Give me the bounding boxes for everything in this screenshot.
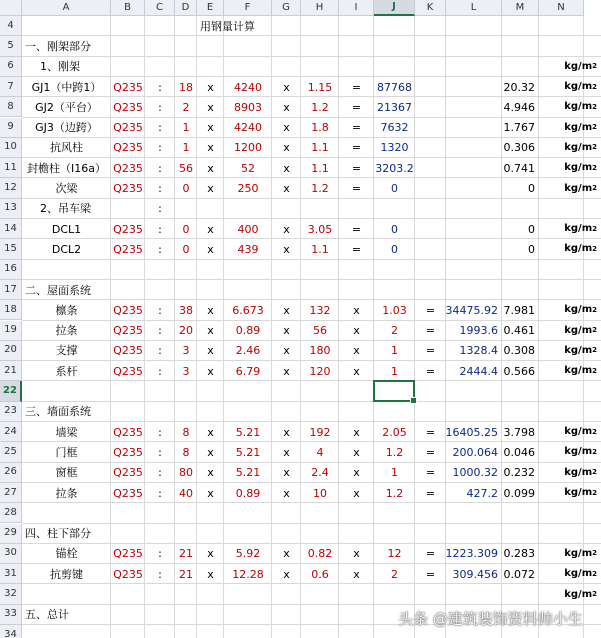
unit-label-20[interactable]: kg/m 2 <box>564 344 597 356</box>
cell-A10[interactable]: 抗风柱 <box>50 141 83 155</box>
cell-C11[interactable]: : <box>158 161 162 175</box>
cell-J27[interactable]: 1.2 <box>385 486 404 500</box>
cell-M7[interactable]: 20.32 <box>503 80 535 94</box>
unit-label-18[interactable]: kg/m 2 <box>564 304 597 316</box>
row-header-25[interactable]: 25 <box>0 442 22 462</box>
cell-J8[interactable]: 21367 <box>377 100 412 114</box>
cell-K19[interactable]: = <box>425 324 436 338</box>
cell-M8[interactable]: 4.946 <box>503 100 535 114</box>
cell-I27[interactable]: x <box>353 486 360 500</box>
cell-J7[interactable]: 87768 <box>377 80 412 94</box>
cell-B20[interactable]: Q235 <box>113 344 143 358</box>
column-header-N[interactable]: N <box>539 0 584 16</box>
cell-H15[interactable]: 1.1 <box>311 242 329 256</box>
cell-B14[interactable]: Q235 <box>113 222 143 236</box>
cell-A14[interactable]: DCL1 <box>51 222 82 236</box>
cell-C12[interactable]: : <box>158 182 162 196</box>
cell-M20[interactable]: 0.308 <box>503 344 535 358</box>
cell-G12[interactable]: x <box>283 182 290 196</box>
cell-A26[interactable]: 窗框 <box>55 466 78 480</box>
cell-J10[interactable]: 1320 <box>380 141 409 155</box>
row-header-5[interactable]: 5 <box>0 36 22 56</box>
cell-J31[interactable]: 2 <box>391 567 398 581</box>
cell-B26[interactable]: Q235 <box>113 466 143 480</box>
cell-J20[interactable]: 1 <box>391 344 398 358</box>
unit-label-32[interactable]: kg/m 2 <box>564 588 597 600</box>
unit-label-14[interactable]: kg/m 2 <box>564 223 597 235</box>
cell-D30[interactable]: 21 <box>179 547 193 561</box>
cell-C7[interactable]: : <box>158 80 162 94</box>
cell-I25[interactable]: x <box>353 445 360 459</box>
cell-A15[interactable]: DCL2 <box>51 242 82 256</box>
cell-E20[interactable]: x <box>207 344 214 358</box>
cell-C31[interactable]: : <box>158 567 162 581</box>
cell-D21[interactable]: 3 <box>182 364 190 378</box>
cell-K30[interactable]: = <box>425 547 436 561</box>
cell-E21[interactable]: x <box>207 364 214 378</box>
row-header-26[interactable]: 26 <box>0 463 22 483</box>
cell-H11[interactable]: 1.1 <box>311 161 329 175</box>
cell-I19[interactable]: x <box>353 324 360 338</box>
row-header-31[interactable]: 31 <box>0 564 22 584</box>
row-header-14[interactable]: 14 <box>0 219 22 239</box>
cell-C18[interactable]: : <box>158 303 162 317</box>
cell-E19[interactable]: x <box>207 324 214 338</box>
cell-H25[interactable]: 4 <box>316 445 324 459</box>
cell-I26[interactable]: x <box>353 466 360 480</box>
row-header-13[interactable]: 13 <box>0 199 22 219</box>
row-header-18[interactable]: 18 <box>0 300 22 320</box>
cell-D15[interactable]: 0 <box>182 242 190 256</box>
cell-J30[interactable]: 12 <box>387 547 402 561</box>
cell-K24[interactable]: = <box>425 425 436 439</box>
cell-A5[interactable]: 一、刚架部分 <box>25 39 91 53</box>
cell-A12[interactable]: 次梁 <box>55 182 78 196</box>
cell-F7[interactable]: 4240 <box>234 80 262 94</box>
cell-C24[interactable]: : <box>158 425 162 439</box>
cell-A18[interactable]: 檩条 <box>55 303 78 317</box>
cell-G21[interactable]: x <box>283 364 290 378</box>
cell-J12[interactable]: 0 <box>391 182 398 196</box>
cell-M26[interactable]: 0.232 <box>503 466 535 480</box>
unit-label-9[interactable]: kg/m 2 <box>564 121 597 133</box>
cell-A20[interactable]: 支撑 <box>55 344 78 358</box>
unit-label-24[interactable]: kg/m 2 <box>564 426 597 438</box>
cell-E12[interactable]: x <box>207 182 214 196</box>
cell-B12[interactable]: Q235 <box>113 182 143 196</box>
cell-F15[interactable]: 439 <box>237 242 259 256</box>
row-header-30[interactable]: 30 <box>0 544 22 564</box>
unit-label-7[interactable]: kg/m 2 <box>564 81 597 93</box>
cell-D24[interactable]: 8 <box>182 425 190 439</box>
cell-E30[interactable]: x <box>207 547 214 561</box>
cell-F30[interactable]: 5.92 <box>235 547 261 561</box>
cell-B18[interactable]: Q235 <box>113 303 143 317</box>
cell-K31[interactable]: = <box>425 567 436 581</box>
cell-I21[interactable]: x <box>353 364 360 378</box>
unit-label-11[interactable]: kg/m 2 <box>564 162 597 174</box>
cell-M31[interactable]: 0.072 <box>503 567 535 581</box>
cell-B9[interactable]: Q235 <box>113 121 143 135</box>
cell-J18[interactable]: 1.03 <box>382 303 407 317</box>
cell-I31[interactable]: x <box>353 567 360 581</box>
cell-C14[interactable]: : <box>158 222 162 236</box>
cell-F14[interactable]: 400 <box>237 222 259 236</box>
cell-D8[interactable]: 2 <box>182 100 190 114</box>
cell-A25[interactable]: 门框 <box>55 445 78 459</box>
cell-H21[interactable]: 120 <box>309 364 331 378</box>
cell-C10[interactable]: : <box>158 141 162 155</box>
cell-L21[interactable]: 2444.4 <box>459 364 498 378</box>
row-header-12[interactable]: 12 <box>0 178 22 198</box>
cell-H30[interactable]: 0.82 <box>307 547 333 561</box>
cell-G19[interactable]: x <box>283 324 290 338</box>
cell-D9[interactable]: 1 <box>182 121 190 135</box>
cell-K27[interactable]: = <box>425 486 436 500</box>
row-header-17[interactable]: 17 <box>0 280 22 300</box>
cell-M21[interactable]: 0.566 <box>503 364 535 378</box>
cell-D31[interactable]: 21 <box>179 567 193 581</box>
cell-C13[interactable]: : <box>158 202 162 216</box>
cell-G7[interactable]: x <box>283 80 290 94</box>
cell-L30[interactable]: 1223.309 <box>445 547 498 561</box>
unit-label-10[interactable]: kg/m 2 <box>564 141 597 153</box>
cell-M10[interactable]: 0.306 <box>503 141 535 155</box>
cell-A29[interactable]: 四、柱下部分 <box>25 527 91 541</box>
cell-E8[interactable]: x <box>207 100 214 114</box>
column-header-K[interactable]: K <box>415 0 446 16</box>
cell-C19[interactable]: : <box>158 324 162 338</box>
cell-D25[interactable]: 8 <box>182 445 190 459</box>
cell-M11[interactable]: 0.741 <box>503 161 535 175</box>
cell-L25[interactable]: 200.064 <box>452 445 498 459</box>
cell-K26[interactable]: = <box>425 466 436 480</box>
unit-label-25[interactable]: kg/m 2 <box>564 446 597 458</box>
column-header-D[interactable]: D <box>175 0 197 16</box>
cell-K18[interactable]: = <box>425 303 436 317</box>
cell-H8[interactable]: 1.2 <box>311 100 329 114</box>
cell-F12[interactable]: 250 <box>237 182 259 196</box>
cell-D27[interactable]: 40 <box>179 486 193 500</box>
cell-B10[interactable]: Q235 <box>113 141 143 155</box>
cell-C8[interactable]: : <box>158 100 162 114</box>
unit-label-31[interactable]: kg/m 2 <box>564 568 597 580</box>
cell-B24[interactable]: Q235 <box>113 425 143 439</box>
cell-M19[interactable]: 0.461 <box>503 324 535 338</box>
cell-B11[interactable]: Q235 <box>113 161 143 175</box>
cell-J19[interactable]: 2 <box>391 324 398 338</box>
column-header-M[interactable]: M <box>502 0 539 16</box>
row-header-9[interactable]: 9 <box>0 118 22 138</box>
cell-C20[interactable]: : <box>158 344 162 358</box>
row-header-8[interactable]: 8 <box>0 97 22 117</box>
cell-H9[interactable]: 1.8 <box>311 121 329 135</box>
cell-A11[interactable]: 封檐柱（I16a） <box>27 161 106 175</box>
column-header-A[interactable]: A <box>22 0 111 16</box>
row-header-21[interactable]: 21 <box>0 361 22 381</box>
column-header-H[interactable]: H <box>301 0 339 16</box>
cell-C9[interactable]: : <box>158 121 162 135</box>
unit-label-30[interactable]: kg/m 2 <box>564 547 597 559</box>
row-header-23[interactable]: 23 <box>0 402 22 422</box>
cell-B31[interactable]: Q235 <box>113 567 143 581</box>
cell-K21[interactable]: = <box>425 364 436 378</box>
cell-F27[interactable]: 0.89 <box>235 486 261 500</box>
cell-H27[interactable]: 10 <box>313 486 327 500</box>
cell-G31[interactable]: x <box>283 567 290 581</box>
watermark-text: 头条 @建筑装饰资料帅小生 <box>398 610 583 628</box>
select-all-corner[interactable] <box>0 0 22 16</box>
cell-F9[interactable]: 4240 <box>234 121 262 135</box>
cell-K25[interactable]: = <box>425 445 436 459</box>
cell-E15[interactable]: x <box>207 242 214 256</box>
cell-G8[interactable]: x <box>283 100 290 114</box>
cell-M9[interactable]: 1.767 <box>503 121 535 135</box>
cell-F21[interactable]: 6.79 <box>235 364 261 378</box>
cell-L18[interactable]: 34475.92 <box>445 303 498 317</box>
cell-D12[interactable]: 0 <box>182 182 190 196</box>
cell-A27[interactable]: 拉条 <box>55 486 78 500</box>
cell-J24[interactable]: 2.05 <box>382 425 407 439</box>
cell-B15[interactable]: Q235 <box>113 242 143 256</box>
cell-B21[interactable]: Q235 <box>113 364 143 378</box>
unit-label-8[interactable]: kg/m 2 <box>564 101 597 113</box>
cell-I11[interactable]: = <box>351 161 362 175</box>
cell-A8[interactable]: GJ2（平台） <box>35 100 98 114</box>
cell-B25[interactable]: Q235 <box>113 445 143 459</box>
cell-A23[interactable]: 三、墙面系统 <box>25 405 91 419</box>
unit-label-6[interactable]: kg/m 2 <box>564 60 597 72</box>
cell-M27[interactable]: 0.099 <box>503 486 535 500</box>
cell-F25[interactable]: 5.21 <box>235 445 261 459</box>
cell-G26[interactable]: x <box>283 466 290 480</box>
row-header-7[interactable]: 7 <box>0 77 22 97</box>
cell-A30[interactable]: 锚栓 <box>55 547 78 561</box>
cell-M30[interactable]: 0.283 <box>503 547 535 561</box>
cell-H20[interactable]: 180 <box>309 344 331 358</box>
cell-E14[interactable]: x <box>207 222 214 236</box>
cell-B27[interactable]: Q235 <box>113 486 143 500</box>
row-header-29[interactable]: 29 <box>0 524 22 544</box>
cell-B30[interactable]: Q235 <box>113 547 143 561</box>
row-header-32[interactable]: 32 <box>0 584 22 604</box>
selected-cell-J22[interactable] <box>373 380 415 401</box>
row-header-16[interactable]: 16 <box>0 260 22 280</box>
cell-E18[interactable]: x <box>207 303 214 317</box>
cell-I18[interactable]: x <box>353 303 360 317</box>
column-header-G[interactable]: G <box>272 0 301 16</box>
unit-label-19[interactable]: kg/m 2 <box>564 324 597 336</box>
cell-A19[interactable]: 拉条 <box>55 324 78 338</box>
cell-A9[interactable]: GJ3（边跨） <box>35 121 98 135</box>
cell-G15[interactable]: x <box>283 242 290 256</box>
cell-G10[interactable]: x <box>283 141 290 155</box>
cell-C26[interactable]: : <box>158 466 162 480</box>
cell-D26[interactable]: 80 <box>179 466 193 480</box>
cell-J25[interactable]: 1.2 <box>385 445 404 459</box>
cell-D14[interactable]: 0 <box>182 222 190 236</box>
cell-C25[interactable]: : <box>158 445 162 459</box>
unit-label-15[interactable]: kg/m 2 <box>564 243 597 255</box>
cell-H19[interactable]: 56 <box>313 324 327 338</box>
cell-H24[interactable]: 192 <box>309 425 331 439</box>
cell-L20[interactable]: 1328.4 <box>459 344 498 358</box>
cell-B8[interactable]: Q235 <box>113 100 143 114</box>
cell-L19[interactable]: 1993.6 <box>459 324 498 338</box>
cell-I15[interactable]: = <box>351 242 362 256</box>
row-header-20[interactable]: 20 <box>0 341 22 361</box>
cell-H10[interactable]: 1.1 <box>311 141 329 155</box>
cell-G25[interactable]: x <box>283 445 290 459</box>
cell-D10[interactable]: 1 <box>182 141 190 155</box>
cell-H12[interactable]: 1.2 <box>311 182 329 196</box>
cell-D18[interactable]: 38 <box>179 303 193 317</box>
cell-A31[interactable]: 抗剪键 <box>50 567 83 581</box>
cell-M25[interactable]: 0.046 <box>503 445 535 459</box>
cell-A13[interactable]: 2、吊车梁 <box>40 202 91 216</box>
row-header-24[interactable]: 24 <box>0 422 22 442</box>
cell-F20[interactable]: 2.46 <box>235 344 261 358</box>
row-header-28[interactable]: 28 <box>0 503 22 523</box>
cell-F24[interactable]: 5.21 <box>235 425 261 439</box>
cell-A21[interactable]: 系杆 <box>55 364 78 378</box>
cell-C15[interactable]: : <box>158 242 162 256</box>
unit-label-12[interactable]: kg/m 2 <box>564 182 597 194</box>
cell-F19[interactable]: 0.89 <box>235 324 261 338</box>
cell-H26[interactable]: 2.4 <box>311 466 329 480</box>
cell-J11[interactable]: 3203.2 <box>375 161 414 175</box>
cell-D11[interactable]: 56 <box>179 161 193 175</box>
column-header-B[interactable]: B <box>111 0 145 16</box>
cell-F26[interactable]: 5.21 <box>235 466 261 480</box>
cell-C21[interactable]: : <box>158 364 162 378</box>
cell-G18[interactable]: x <box>283 303 290 317</box>
cell-B7[interactable]: Q235 <box>113 80 143 94</box>
cell-L31[interactable]: 309.456 <box>452 567 498 581</box>
cell-A6[interactable]: 1、刚架 <box>40 60 80 74</box>
column-header-F[interactable]: F <box>224 0 272 16</box>
cell-E27[interactable]: x <box>207 486 214 500</box>
cell-L26[interactable]: 1000.32 <box>452 466 498 480</box>
cell-D20[interactable]: 3 <box>182 344 190 358</box>
cell-G11[interactable]: x <box>283 161 290 175</box>
cell-I12[interactable]: = <box>351 182 362 196</box>
cell-D19[interactable]: 20 <box>179 324 193 338</box>
cell-E11[interactable]: x <box>207 161 214 175</box>
column-header-J[interactable]: J <box>374 0 415 16</box>
cell-A24[interactable]: 墙梁 <box>55 425 78 439</box>
cell-I30[interactable]: x <box>353 547 360 561</box>
cell-D7[interactable]: 18 <box>179 80 193 94</box>
cell-E24[interactable]: x <box>207 425 214 439</box>
cell-F18[interactable]: 6.673 <box>232 303 264 317</box>
row-header-22[interactable]: 22 <box>0 381 22 401</box>
row-header-19[interactable]: 19 <box>0 321 22 341</box>
row-header-4[interactable]: 4 <box>0 16 22 36</box>
cell-E7[interactable]: x <box>207 80 214 94</box>
cell-J26[interactable]: 1 <box>391 466 398 480</box>
cell-H31[interactable]: 0.6 <box>311 567 329 581</box>
cell-J15[interactable]: 0 <box>391 242 398 256</box>
cell-I14[interactable]: = <box>351 222 362 236</box>
cell-E10[interactable]: x <box>207 141 214 155</box>
cell-A33[interactable]: 五、总计 <box>25 608 69 622</box>
cell-G27[interactable]: x <box>283 486 290 500</box>
cell-H14[interactable]: 3.05 <box>307 222 333 236</box>
cell-F31[interactable]: 12.28 <box>232 567 264 581</box>
cell-C30[interactable]: : <box>158 547 162 561</box>
column-header-L[interactable]: L <box>446 0 502 16</box>
cell-G14[interactable]: x <box>283 222 290 236</box>
row-header-11[interactable]: 11 <box>0 158 22 178</box>
cell-G30[interactable]: x <box>283 547 290 561</box>
cell-E25[interactable]: x <box>207 445 214 459</box>
cell-M14[interactable]: 0 <box>528 222 535 236</box>
cell-G20[interactable]: x <box>283 344 290 358</box>
unit-label-21[interactable]: kg/m 2 <box>564 365 597 377</box>
cell-I8[interactable]: = <box>351 100 362 114</box>
cell-A17[interactable]: 二、屋面系统 <box>25 283 91 297</box>
cell-J14[interactable]: 0 <box>391 222 398 236</box>
cell-I10[interactable]: = <box>351 141 362 155</box>
unit-label-27[interactable]: kg/m 2 <box>564 487 597 499</box>
row-header-34[interactable]: 34 <box>0 625 22 638</box>
cell-B19[interactable]: Q235 <box>113 324 143 338</box>
cell-E26[interactable]: x <box>207 466 214 480</box>
cell-M15[interactable]: 0 <box>528 242 535 256</box>
cell-E4[interactable]: 用钢量计算 <box>200 19 255 33</box>
cell-H18[interactable]: 132 <box>309 303 331 317</box>
cell-E31[interactable]: x <box>207 567 214 581</box>
column-header-I[interactable]: I <box>339 0 374 16</box>
cell-I9[interactable]: = <box>351 121 362 135</box>
cell-J21[interactable]: 1 <box>391 364 398 378</box>
cell-A7[interactable]: GJ1（中跨1） <box>31 80 102 94</box>
cell-E9[interactable]: x <box>207 121 214 135</box>
cell-I24[interactable]: x <box>353 425 360 439</box>
cell-F10[interactable]: 1200 <box>234 141 262 155</box>
cell-K20[interactable]: = <box>425 344 436 358</box>
cell-M12[interactable]: 0 <box>528 182 535 196</box>
cell-M24[interactable]: 3.798 <box>503 425 535 439</box>
row-header-10[interactable]: 10 <box>0 138 22 158</box>
cell-H7[interactable]: 1.15 <box>307 80 333 94</box>
cell-L24[interactable]: 16405.25 <box>445 425 498 439</box>
cell-G24[interactable]: x <box>283 425 290 439</box>
row-header-33[interactable]: 33 <box>0 605 22 625</box>
cell-J9[interactable]: 7632 <box>380 121 409 135</box>
cell-I7[interactable]: = <box>351 80 362 94</box>
column-header-C[interactable]: C <box>145 0 175 16</box>
cell-C27[interactable]: : <box>158 486 162 500</box>
cell-L27[interactable]: 427.2 <box>466 486 498 500</box>
row-header-15[interactable]: 15 <box>0 239 22 259</box>
cell-I20[interactable]: x <box>353 344 360 358</box>
row-header-6[interactable]: 6 <box>0 57 22 77</box>
row-header-27[interactable]: 27 <box>0 483 22 503</box>
cell-M18[interactable]: 7.981 <box>503 303 535 317</box>
cell-F11[interactable]: 52 <box>241 161 255 175</box>
cell-G9[interactable]: x <box>283 121 290 135</box>
unit-label-26[interactable]: kg/m 2 <box>564 466 597 478</box>
cell-F8[interactable]: 8903 <box>234 100 262 114</box>
column-header-E[interactable]: E <box>197 0 224 16</box>
